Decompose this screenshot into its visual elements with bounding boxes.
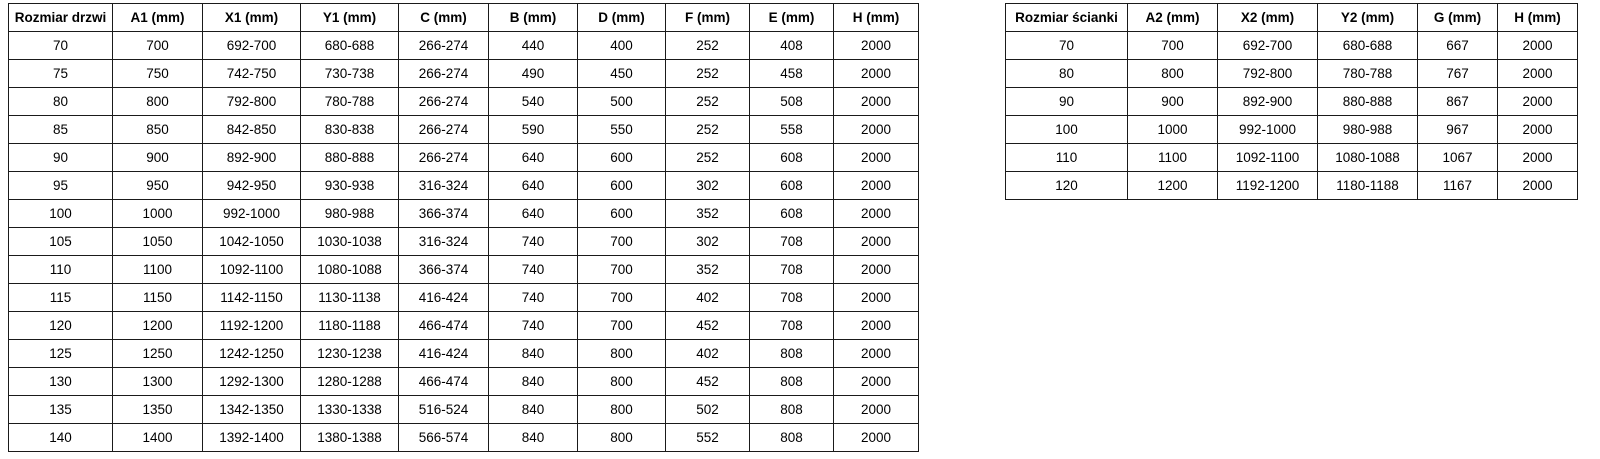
table-cell: 600 [578,144,666,172]
table-cell: 692-700 [203,32,301,60]
table-cell: 1192-1200 [1218,172,1318,200]
table-cell: 608 [750,172,834,200]
wall-sizes-table-head [1006,4,1578,32]
table-cell: 1092-1100 [203,256,301,284]
door-sizes-table [8,3,919,452]
table-cell: 1292-1300 [203,368,301,396]
table-cell: 708 [750,284,834,312]
table-cell: 892-900 [203,144,301,172]
table-cell: 452 [666,368,750,396]
table-cell: 402 [666,284,750,312]
table-cell: 366-374 [399,256,489,284]
table-row [9,116,919,144]
table-cell: 640 [489,144,578,172]
table-row [9,396,919,424]
table-cell: 508 [750,88,834,116]
table-row [9,284,919,312]
door-sizes-table-head [9,4,919,32]
table-cell: 800 [578,340,666,368]
table-cell: 600 [578,172,666,200]
table-row [1006,88,1578,116]
door-sizes-table-container [8,3,919,452]
table-cell: 466-474 [399,312,489,340]
table-cell: 2000 [834,60,919,88]
table-cell: 800 [1128,60,1218,88]
table-cell: 252 [666,60,750,88]
table-cell: 1300 [113,368,203,396]
table-cell: 252 [666,32,750,60]
column-header: H (mm) [834,4,919,32]
table-cell: 105 [9,228,113,256]
table-cell: 416-424 [399,284,489,312]
table-cell: 95 [9,172,113,200]
table-cell: 950 [113,172,203,200]
table-cell: 466-474 [399,368,489,396]
table-cell: 90 [9,144,113,172]
table-cell: 640 [489,200,578,228]
wall-sizes-table [1005,3,1578,200]
table-cell: 266-274 [399,32,489,60]
table-cell: 500 [578,88,666,116]
table-row [1006,60,1578,88]
table-cell: 75 [9,60,113,88]
table-cell: 700 [578,284,666,312]
table-cell: 1180-1188 [1318,172,1418,200]
table-row [9,88,919,116]
table-cell: 2000 [834,32,919,60]
table-row [9,60,919,88]
table-cell: 490 [489,60,578,88]
wall-sizes-table-container [1005,3,1578,200]
table-cell: 780-788 [1318,60,1418,88]
table-cell: 400 [578,32,666,60]
table-cell: 85 [9,116,113,144]
table-cell: 2000 [834,88,919,116]
table-cell: 1180-1188 [301,312,399,340]
table-cell: 600 [578,200,666,228]
table-cell: 252 [666,116,750,144]
table-cell: 850 [113,116,203,144]
column-header: E (mm) [750,4,834,32]
table-cell: 1080-1088 [301,256,399,284]
table-cell: 740 [489,256,578,284]
table-cell: 130 [9,368,113,396]
column-header: X2 (mm) [1218,4,1318,32]
table-cell: 842-850 [203,116,301,144]
table-cell: 550 [578,116,666,144]
table-row [1006,172,1578,200]
table-cell: 700 [578,312,666,340]
table-cell: 1080-1088 [1318,144,1418,172]
table-cell: 840 [489,368,578,396]
table-cell: 740 [489,284,578,312]
table-cell: 140 [9,424,113,452]
table-cell: 830-838 [301,116,399,144]
table-cell: 800 [578,368,666,396]
table-cell: 900 [113,144,203,172]
table-cell: 516-524 [399,396,489,424]
table-cell: 452 [666,312,750,340]
table-cell: 980-988 [301,200,399,228]
table-cell: 552 [666,424,750,452]
table-cell: 700 [1128,32,1218,60]
table-cell: 1342-1350 [203,396,301,424]
table-cell: 867 [1418,88,1498,116]
column-header: Rozmiar drzwi [9,4,113,32]
table-cell: 2000 [1498,60,1578,88]
table-cell: 1100 [1128,144,1218,172]
table-cell: 740 [489,228,578,256]
table-cell: 120 [9,312,113,340]
table-cell: 640 [489,172,578,200]
table-cell: 1350 [113,396,203,424]
table-cell: 302 [666,172,750,200]
table-cell: 440 [489,32,578,60]
table-row [9,200,919,228]
table-cell: 840 [489,340,578,368]
table-cell: 680-688 [1318,32,1418,60]
table-cell: 1130-1138 [301,284,399,312]
table-cell: 767 [1418,60,1498,88]
table-cell: 1192-1200 [203,312,301,340]
table-cell: 252 [666,88,750,116]
table-cell: 120 [1006,172,1128,200]
table-cell: 2000 [834,424,919,452]
table-cell: 608 [750,144,834,172]
table-row [9,312,919,340]
table-cell: 1100 [113,256,203,284]
table-cell: 742-750 [203,60,301,88]
table-cell: 1200 [1128,172,1218,200]
table-cell: 750 [113,60,203,88]
table-row [9,32,919,60]
table-cell: 967 [1418,116,1498,144]
table-cell: 352 [666,200,750,228]
table-cell: 558 [750,116,834,144]
table-cell: 708 [750,228,834,256]
table-cell: 316-324 [399,228,489,256]
table-cell: 700 [113,32,203,60]
table-row [9,340,919,368]
table-row [9,172,919,200]
table-cell: 792-800 [203,88,301,116]
table-cell: 90 [1006,88,1128,116]
table-cell: 566-574 [399,424,489,452]
table-cell: 100 [1006,116,1128,144]
table-cell: 1167 [1418,172,1498,200]
table-cell: 2000 [834,396,919,424]
table-row [1006,144,1578,172]
table-cell: 930-938 [301,172,399,200]
table-cell: 692-700 [1218,32,1318,60]
table-row [9,228,919,256]
table-cell: 2000 [1498,144,1578,172]
table-cell: 808 [750,368,834,396]
table-cell: 266-274 [399,116,489,144]
column-header: F (mm) [666,4,750,32]
table-row [9,424,919,452]
table-cell: 708 [750,256,834,284]
column-header: Y2 (mm) [1318,4,1418,32]
table-cell: 680-688 [301,32,399,60]
table-cell: 608 [750,200,834,228]
table-cell: 125 [9,340,113,368]
table-cell: 1250 [113,340,203,368]
table-cell: 1092-1100 [1218,144,1318,172]
column-header: D (mm) [578,4,666,32]
table-cell: 1042-1050 [203,228,301,256]
table-cell: 1200 [113,312,203,340]
table-cell: 590 [489,116,578,144]
table-cell: 316-324 [399,172,489,200]
column-header: Y1 (mm) [301,4,399,32]
table-cell: 2000 [834,228,919,256]
table-cell: 1030-1038 [301,228,399,256]
table-cell: 70 [1006,32,1128,60]
table-cell: 700 [578,228,666,256]
table-cell: 450 [578,60,666,88]
column-header: G (mm) [1418,4,1498,32]
table-cell: 708 [750,312,834,340]
table-cell: 1400 [113,424,203,452]
table-cell: 252 [666,144,750,172]
table-header-row [9,4,919,32]
table-cell: 110 [1006,144,1128,172]
table-cell: 2000 [1498,172,1578,200]
table-row [1006,32,1578,60]
table-cell: 1000 [1128,116,1218,144]
table-cell: 1380-1388 [301,424,399,452]
table-cell: 992-1000 [1218,116,1318,144]
table-cell: 792-800 [1218,60,1318,88]
table-cell: 2000 [1498,32,1578,60]
table-cell: 800 [578,424,666,452]
table-cell: 416-424 [399,340,489,368]
table-cell: 700 [578,256,666,284]
table-cell: 740 [489,312,578,340]
table-cell: 1142-1150 [203,284,301,312]
table-cell: 408 [750,32,834,60]
table-cell: 2000 [834,116,919,144]
table-cell: 2000 [1498,88,1578,116]
column-header: A2 (mm) [1128,4,1218,32]
table-cell: 1230-1238 [301,340,399,368]
table-cell: 1330-1338 [301,396,399,424]
table-cell: 115 [9,284,113,312]
column-header: C (mm) [399,4,489,32]
table-cell: 80 [1006,60,1128,88]
table-cell: 540 [489,88,578,116]
table-cell: 942-950 [203,172,301,200]
table-cell: 880-888 [301,144,399,172]
table-cell: 667 [1418,32,1498,60]
table-cell: 135 [9,396,113,424]
table-cell: 2000 [834,284,919,312]
wall-sizes-table-body [1006,32,1578,200]
column-header: A1 (mm) [113,4,203,32]
table-cell: 1392-1400 [203,424,301,452]
table-cell: 808 [750,424,834,452]
table-cell: 302 [666,228,750,256]
table-cell: 70 [9,32,113,60]
column-header: Rozmiar ścianki [1006,4,1128,32]
table-cell: 80 [9,88,113,116]
table-cell: 880-888 [1318,88,1418,116]
table-cell: 840 [489,424,578,452]
table-row [9,144,919,172]
table-cell: 2000 [834,368,919,396]
table-cell: 1050 [113,228,203,256]
table-cell: 366-374 [399,200,489,228]
table-cell: 402 [666,340,750,368]
column-header: B (mm) [489,4,578,32]
table-cell: 1242-1250 [203,340,301,368]
table-cell: 110 [9,256,113,284]
door-sizes-table-body [9,32,919,452]
table-cell: 2000 [834,200,919,228]
table-cell: 892-900 [1218,88,1318,116]
table-cell: 352 [666,256,750,284]
table-cell: 2000 [1498,116,1578,144]
table-cell: 2000 [834,256,919,284]
column-header: H (mm) [1498,4,1578,32]
table-cell: 502 [666,396,750,424]
column-header: X1 (mm) [203,4,301,32]
table-cell: 900 [1128,88,1218,116]
table-cell: 2000 [834,340,919,368]
table-cell: 1067 [1418,144,1498,172]
table-cell: 266-274 [399,88,489,116]
table-cell: 1280-1288 [301,368,399,396]
table-cell: 840 [489,396,578,424]
table-cell: 1150 [113,284,203,312]
table-cell: 980-988 [1318,116,1418,144]
table-header-row [1006,4,1578,32]
table-cell: 2000 [834,172,919,200]
table-row [9,368,919,396]
table-cell: 1000 [113,200,203,228]
table-cell: 800 [113,88,203,116]
table-cell: 808 [750,340,834,368]
table-row [1006,116,1578,144]
table-cell: 730-738 [301,60,399,88]
table-cell: 458 [750,60,834,88]
table-cell: 2000 [834,144,919,172]
table-row [9,256,919,284]
table-cell: 266-274 [399,60,489,88]
table-cell: 780-788 [301,88,399,116]
table-cell: 266-274 [399,144,489,172]
table-cell: 808 [750,396,834,424]
table-cell: 100 [9,200,113,228]
table-cell: 992-1000 [203,200,301,228]
table-cell: 2000 [834,312,919,340]
table-cell: 800 [578,396,666,424]
